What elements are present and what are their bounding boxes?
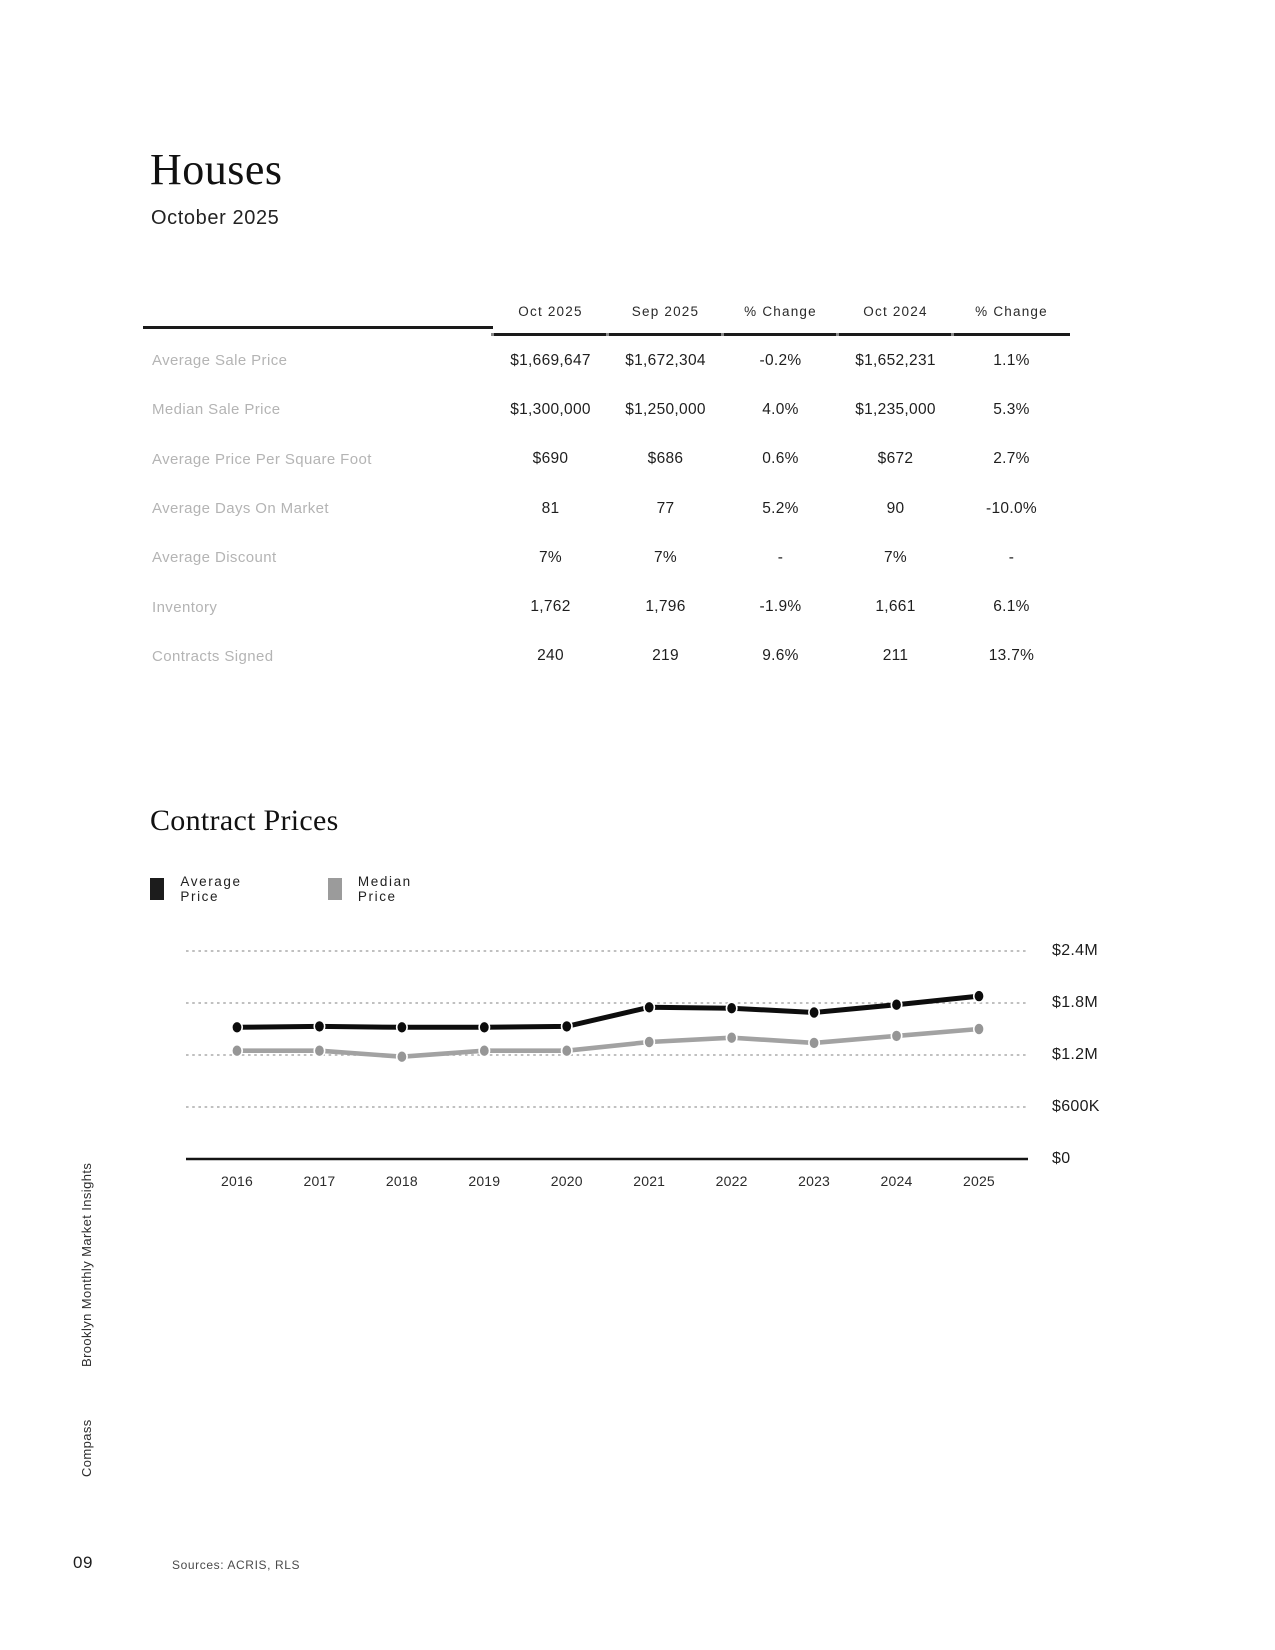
row-label: Inventory <box>152 598 218 616</box>
data-point <box>397 1021 407 1033</box>
data-point <box>891 1030 901 1042</box>
x-axis-label: 2022 <box>715 1173 748 1189</box>
table-row <box>143 336 1070 385</box>
table-column-header: Oct 2025 <box>493 304 608 336</box>
table-cell-value: $1,250,000 <box>625 400 706 418</box>
x-axis-label: 2023 <box>798 1173 831 1189</box>
data-point <box>974 990 984 1002</box>
data-point <box>232 1045 242 1057</box>
data-point <box>479 1045 489 1057</box>
table-column-header: % Change <box>953 304 1070 336</box>
page-subtitle: October 2025 <box>151 207 280 229</box>
table-cell-value: -10.0% <box>986 499 1037 517</box>
table-cell-value: 6.1% <box>993 598 1030 616</box>
table-cell-value: $1,652,231 <box>855 351 936 369</box>
table-cell-value: - <box>1008 548 1015 566</box>
data-point <box>562 1020 572 1032</box>
legend-label: Median Price <box>357 874 412 904</box>
x-axis-label: 2020 <box>550 1173 583 1189</box>
x-axis-label: 2018 <box>385 1173 418 1189</box>
contract-prices-chart <box>186 930 1028 1200</box>
data-point <box>397 1051 407 1063</box>
row-label: Median Sale Price <box>152 401 281 419</box>
table-header-row <box>143 304 1070 336</box>
table-cell-value: 1,796 <box>645 598 686 616</box>
table-header-spacer <box>143 312 493 329</box>
data-point <box>644 1036 654 1048</box>
legend-swatch-icon <box>328 878 342 900</box>
table-row <box>143 385 1070 434</box>
table-cell-value: $690 <box>532 450 569 468</box>
table-cell-value: $672 <box>877 450 914 468</box>
data-point <box>726 1002 736 1014</box>
sources-note: Sources: ACRIS, RLS <box>172 1558 301 1572</box>
data-point <box>232 1021 242 1033</box>
data-point <box>726 1032 736 1044</box>
legend-label: Average Price <box>180 874 242 904</box>
y-axis-label: $600K <box>1052 1098 1100 1115</box>
table-column-header: Sep 2025 <box>608 304 723 336</box>
y-axis-label: $2.4M <box>1052 942 1098 959</box>
table-row <box>143 484 1070 533</box>
legend-swatch-icon <box>150 878 164 900</box>
x-axis-label: 2017 <box>303 1173 336 1189</box>
table-cell-value: 0.6% <box>762 450 799 468</box>
table-cell-value: 2.7% <box>993 450 1030 468</box>
table-column-header: Oct 2024 <box>838 304 953 336</box>
table-cell-value: 5.3% <box>993 400 1030 418</box>
x-axis-label: 2019 <box>468 1173 501 1189</box>
row-label: Average Price Per Square Foot <box>152 450 372 468</box>
table-cell-value: - <box>777 548 784 566</box>
table-cell-value: 7% <box>883 548 907 566</box>
table-row <box>143 582 1070 631</box>
data-point <box>891 999 901 1011</box>
table-cell-value: -0.2% <box>759 351 802 369</box>
data-point <box>809 1037 819 1049</box>
table-cell-value: 77 <box>656 499 675 517</box>
x-axis-label: 2025 <box>962 1173 995 1189</box>
table-cell-value: 1.1% <box>993 351 1030 369</box>
series-line-median-price <box>237 1029 979 1057</box>
row-label: Average Days On Market <box>152 500 329 518</box>
table-cell-value: 211 <box>882 647 909 665</box>
table-cell-value: 219 <box>652 647 679 665</box>
table-row <box>143 533 1070 582</box>
data-point <box>974 1023 984 1035</box>
data-point <box>479 1021 489 1033</box>
sidebar-brand-name: Compass <box>79 1419 94 1477</box>
page-number: 09 <box>73 1553 93 1572</box>
table-cell-value: 5.2% <box>762 499 799 517</box>
data-point <box>562 1045 572 1057</box>
chart-section-title: Contract Prices <box>150 804 339 837</box>
data-point <box>314 1045 324 1057</box>
table-cell-value: 9.6% <box>762 647 799 665</box>
table-cell-value: 7% <box>538 548 562 566</box>
legend-item <box>150 874 249 904</box>
row-label: Contracts Signed <box>152 647 274 665</box>
table-cell-value: 7% <box>653 548 677 566</box>
table-cell-value: $1,300,000 <box>510 400 591 418</box>
series-line-average-price <box>237 996 979 1027</box>
table-cell-value: -1.9% <box>759 598 802 616</box>
x-axis-label: 2016 <box>221 1173 253 1189</box>
table-body <box>143 336 1070 681</box>
table-cell-value: 1,762 <box>530 598 571 616</box>
data-point <box>314 1020 324 1032</box>
table-cell-value: $1,235,000 <box>855 400 936 418</box>
data-point <box>809 1007 819 1019</box>
table-column-header: % Change <box>723 304 838 336</box>
table-row <box>143 435 1070 484</box>
y-axis-label: $0 <box>1052 1150 1071 1167</box>
x-axis-label: 2021 <box>633 1173 666 1189</box>
table-cell-value: 81 <box>541 499 560 517</box>
data-point <box>644 1001 654 1013</box>
stats-table <box>143 304 1070 681</box>
table-cell-value: $1,672,304 <box>625 351 706 369</box>
table-cell-value: 4.0% <box>762 400 799 418</box>
row-label: Average Discount <box>152 549 277 567</box>
sidebar-report-name: Brooklyn Monthly Market Insights <box>79 1162 94 1367</box>
page-title: Houses <box>150 145 283 194</box>
table-cell-value: 13.7% <box>988 647 1035 665</box>
y-axis-label: $1.2M <box>1052 1046 1098 1063</box>
table-cell-value: $1,669,647 <box>510 351 591 369</box>
table-cell-value: $686 <box>647 450 684 468</box>
table-cell-value: 1,661 <box>875 598 916 616</box>
row-label: Average Sale Price <box>152 352 288 370</box>
table-row <box>143 632 1070 681</box>
table-cell-value: 240 <box>537 647 564 665</box>
table-cell-value: 90 <box>886 499 905 517</box>
legend-item <box>328 874 420 904</box>
y-axis-label: $1.8M <box>1052 994 1098 1011</box>
x-axis-label: 2024 <box>880 1173 913 1189</box>
